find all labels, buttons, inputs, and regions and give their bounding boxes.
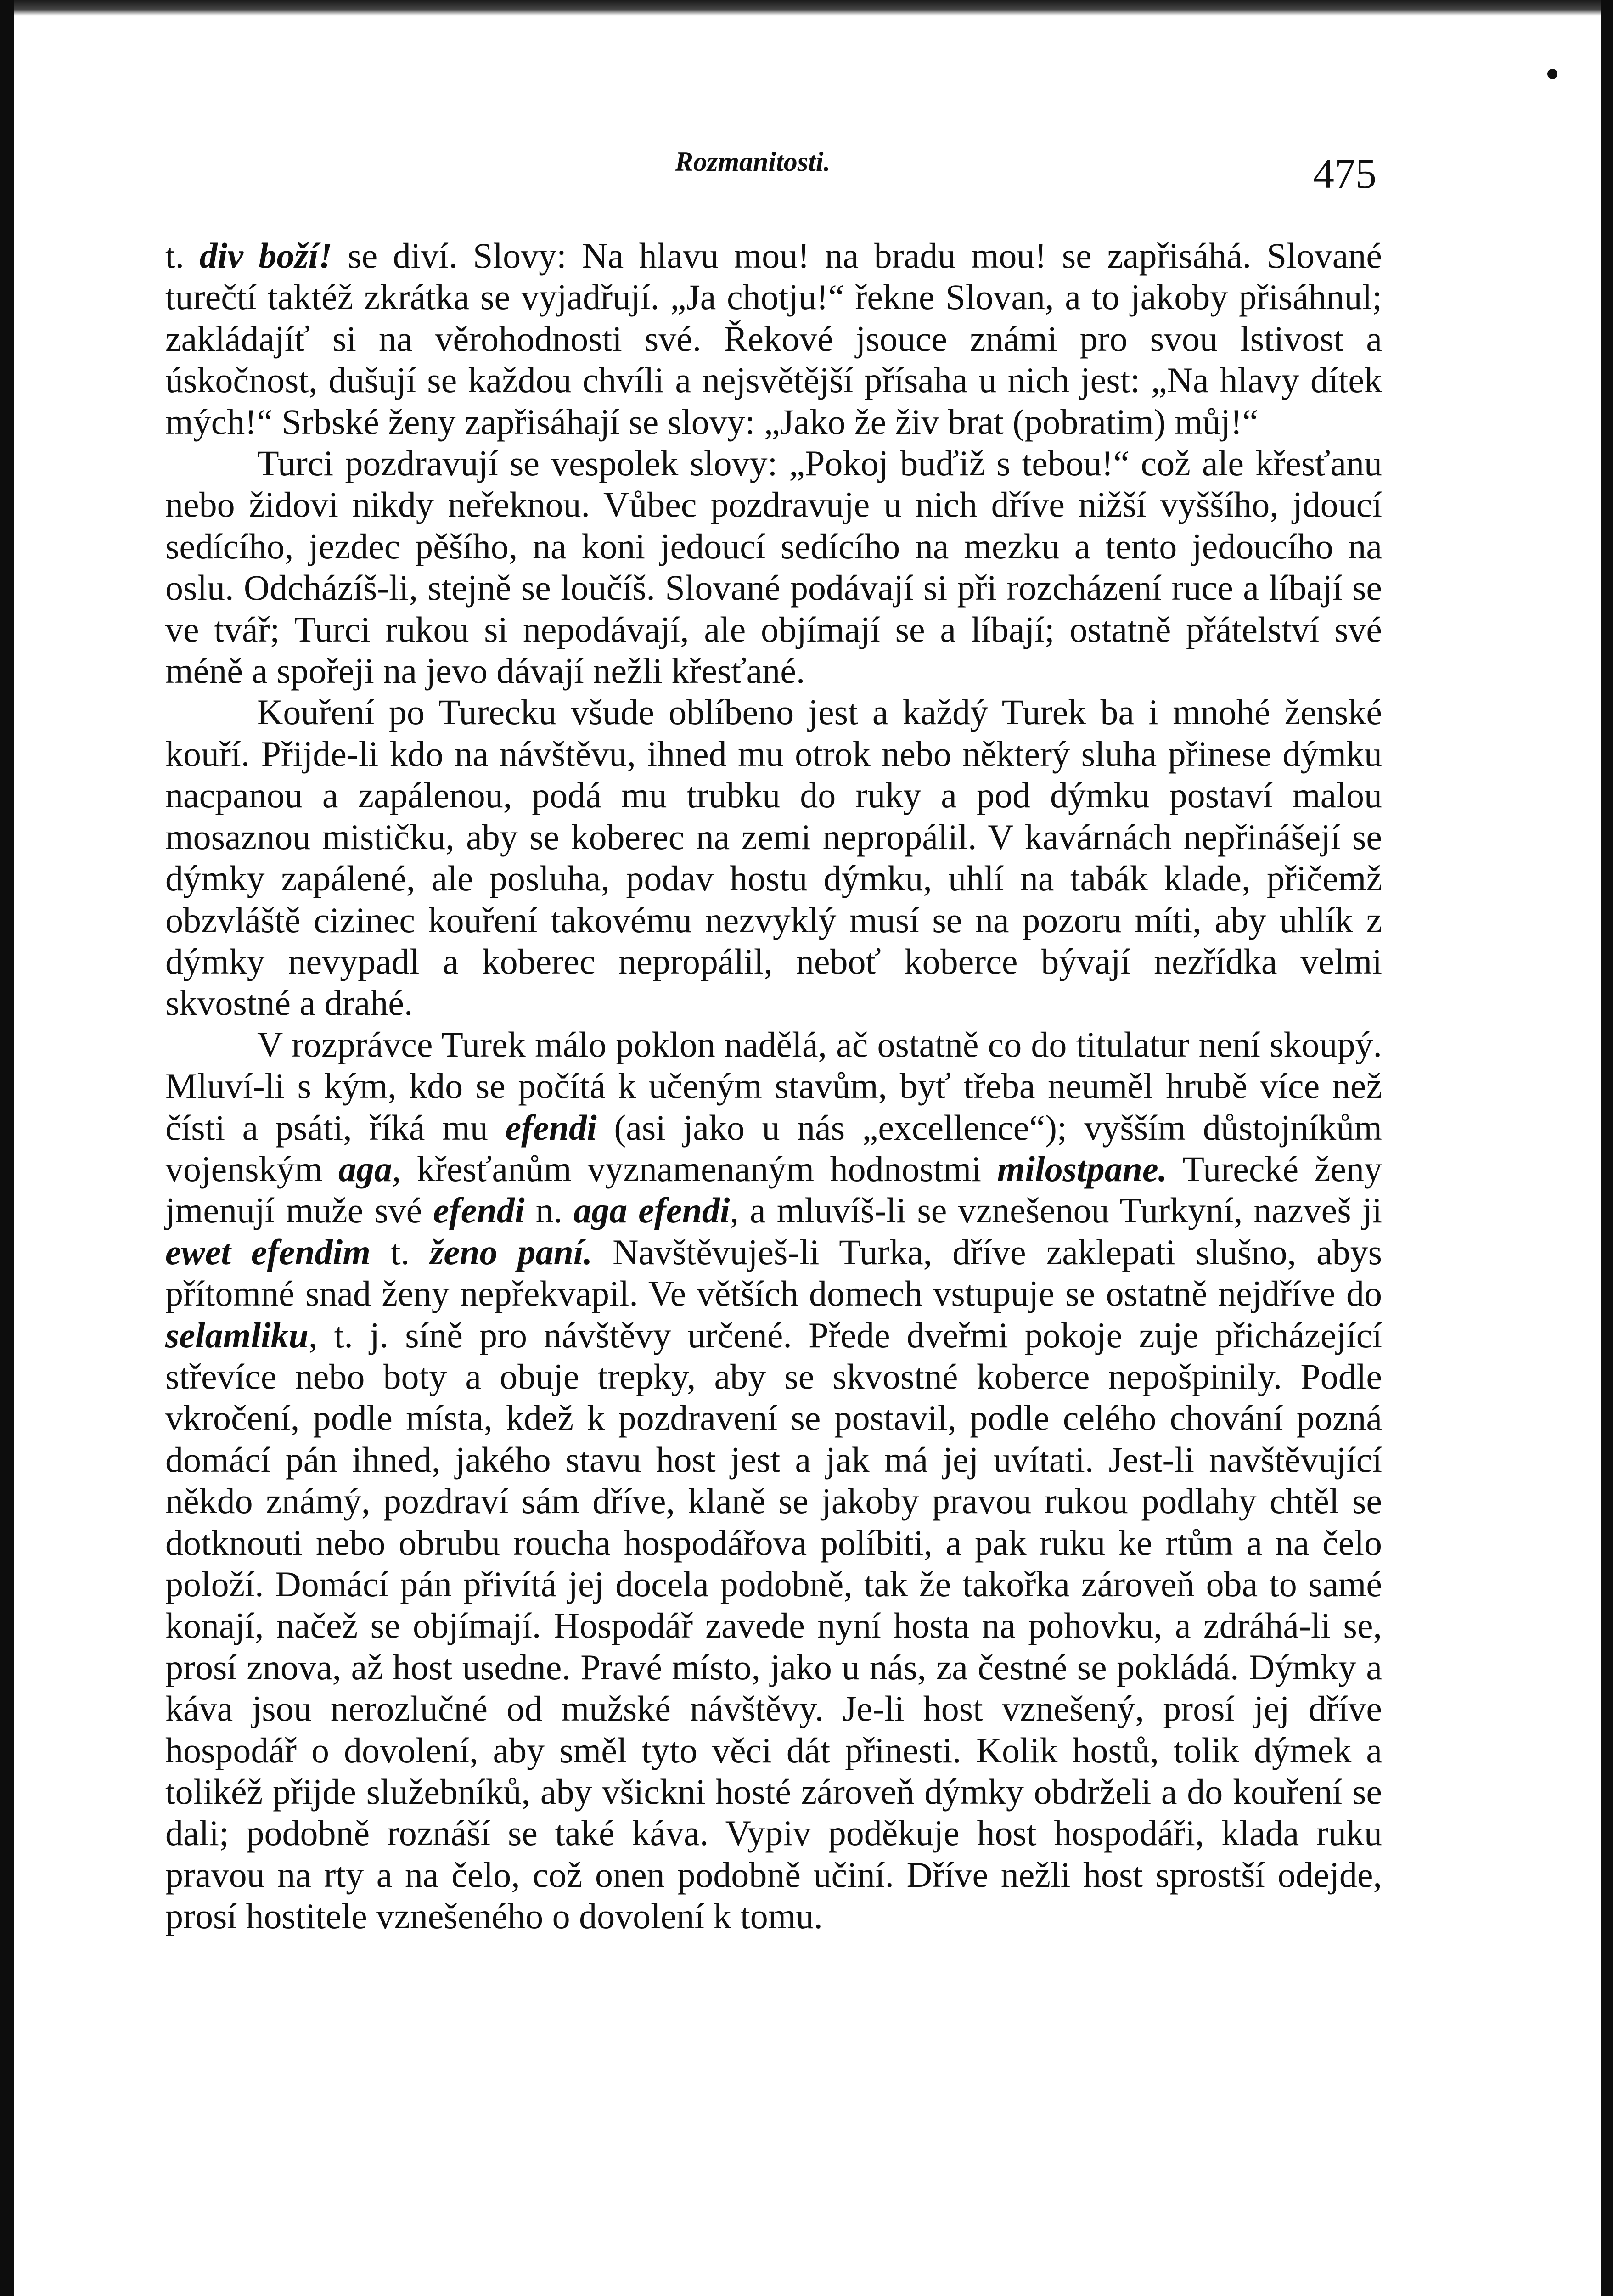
italic-term: div boží! [199,236,332,276]
italic-term: selamliku [165,1315,309,1355]
ink-speck [1547,69,1557,79]
text-run: (asi jako u nás „excellence“); vyšším důstojníkům vojenským [165,1107,1382,1189]
text-run: Navštěvuješ-li Turka, dříve zaklepati slušno, abys přítomné snad ženy nepřekvapil. Ve větších domech vstupuje se ostatně nejdříve do [165,1232,1383,1314]
text-run: t. [165,236,200,276]
italic-term: aga [338,1148,392,1189]
page-number: 475 [1313,150,1377,197]
paragraph-2: Turci pozdravují se vespolek slovy: „Pokoj buďiž s tebou!“ což ale křesťanu nebo židovi nikdy neřeknou. Vůbec pozdravuje u nich dříve nižší vyššího, jdoucí sedícího, jezdec pěšího, na koni jedoucí sedícího na mezku a tento jedoucího na oslu. Odcházíš-li, stejně se loučíš. Slované podávají si při rozcházení ruce a líbají se ve tvář; Turci rukou si nepodávají, ale objímají se a líbají; ostatně přátelství své méně a spořeji na jevo dávají nežli křesťané. [165,443,1382,691]
text-run: se diví. Slovy: Na hlavu mou! na bradu mou! se zapřisáhá. Slované turečtí taktéž zkrátka se vyjadřují. „Ja chotju!“ řekne Slovan, a to jakoby přisáhnul; zakládajíť si na věrohodnosti své. Řekové jsouce známi pro svou lstivost a úskočnost, dušují se každou chvíli a nejsvětější přísaha u nich jest: „Na hlavy dítek mých!“ Srbské ženy zapřisáhají se slovy: „Jako že živ brat (pobratim) můj!“ [165,236,1383,442]
body-text [165,235,1382,1937]
text-run: , t. j. síně pro návštěvy určené. Přede dveřmi pokoje zuje přicházející střevíce nebo boty a obuje trepky, aby se skvostné koberce nepošpinily. Podle vkročení, podle místa, kdež k pozdravení se postavil, podle celého chování pozná domácí pán ihned, jakého stavu host jest a jak má jej uvítati. Jest-li navštěvující někdo známý, pozdraví sám dříve, klaně se jakoby pravou rukou podlahy chtěl se dotknouti nebo obrubu roucha hospodářova políbiti, a pak ruku ke rtům a na čelo položí. Domácí pán přivítá jej docela podobně, tak že takořka zároveň oba to samé konají, načež se objímají. Hospodář zavede nyní hosta na pohovku, a zdráhá-li se, prosí znova, až host usedne. Pravé místo, jako u nás, za čestné se pokládá. Dýmky a káva jsou nerozlučné od mužské návštěvy. Je-li host vznešený, prosí jej dříve hospodář o dovolení, aby směl tyto věci dát přinesti. Kolik hostů, tolik dýmek a tolikéž přijde služebníků, aby všickni hosté zároveň dýmky obdrželi a do kouření se dali; podobně roznáší se také káva. Vypiv poděkuje host hospodáři, klada ruku pravou na rty a na čelo, což onen podobně učiní. Dříve nežli host sprostší odejde, prosí hostitele vznešeného o dovolení k tomu. [165,1315,1382,1936]
text-run: , křesťanům vyznamenaným hodnostmi [392,1148,997,1189]
scan-edge-right [1601,0,1613,2296]
italic-term: ženo paní. [430,1232,593,1272]
paragraph-4 [165,1024,1382,1937]
italic-term: milostpane. [997,1148,1168,1189]
text-run: t. [370,1232,430,1272]
paragraph-3: Kouření po Turecku všude oblíbeno jest a každý Turek ba i mnohé ženské kouří. Přijde-li kdo na návštěvu, ihned mu otrok nebo některý sluha přinese dýmku nacpanou a zapálenou, podá mu trubku do ruky a pod dýmku postaví malou mosaznou mističku, aby se koberec na zemi nepropálil. V kavárnách nepřinášejí se dýmky zapálené, ale posluha, podav hostu dýmku, uhlí na tabák klade, přičemž obzvláště cizinec kouření takovému nezvyklý musí se na pozoru míti, aby uhlík z dýmky nevypadl a koberec nepropálil, neboť koberce bývají nezřídka velmi skvostné a drahé. [165,692,1382,1023]
text-run: , a mluvíš-li se vznešenou Turkyní, nazveš ji [730,1190,1382,1231]
text-run: Turecké ženy jmenují muže své [165,1148,1382,1231]
scan-edge-left [0,0,14,2296]
paragraph-1 [165,235,1382,443]
text-run: V rozprávce Turek málo poklon nadělá, ač ostatně co do titulatur není skoupý. Mluví-li s kým, kdo se počítá k učeným stavům, byť třeba neuměl hrubě více než čísti a psáti, říká mu [165,1024,1382,1148]
italic-term: ewet efendim [165,1232,371,1272]
italic-term: efendi [433,1190,525,1231]
italic-term: aga efendi [573,1190,730,1231]
running-title: Rozmanitosti. [675,146,831,177]
text-run: n. [524,1190,574,1231]
italic-term: efendi [505,1107,597,1148]
scan-edge-top [0,0,1613,16]
